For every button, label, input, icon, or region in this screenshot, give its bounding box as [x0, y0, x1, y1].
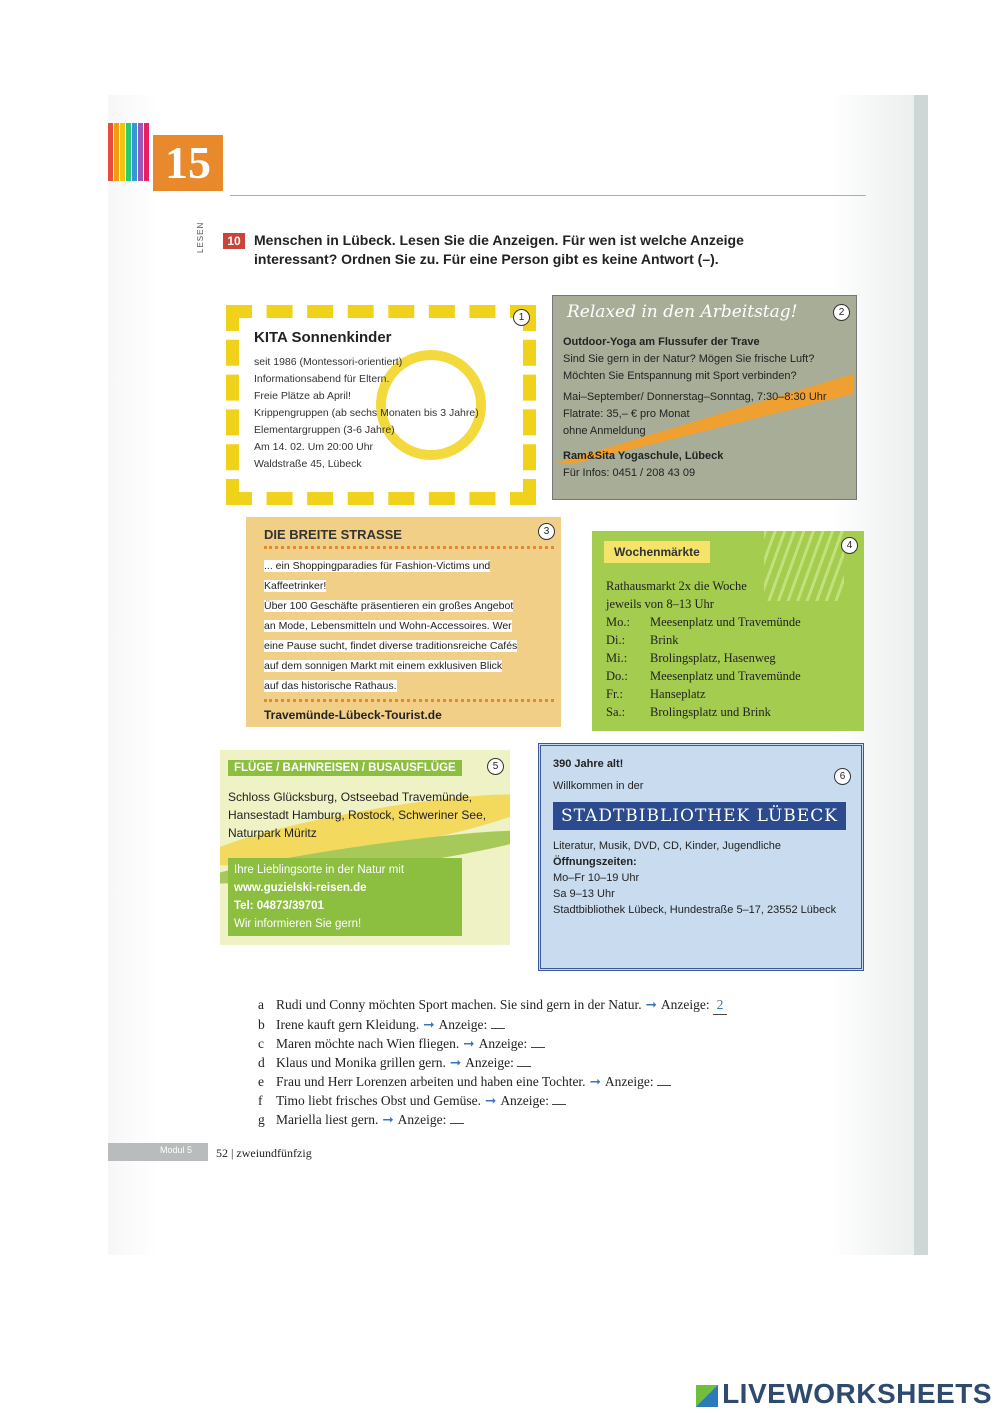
answer-field[interactable]	[491, 1028, 505, 1029]
page-number: 52 | zweiundfünfzig	[216, 1146, 312, 1160]
ad-line: Freie Plätze ab April!	[254, 390, 351, 402]
item-text: Klaus und Monika grillen gern.	[276, 1055, 446, 1070]
ad-title: KITA Sonnenkinder	[254, 329, 392, 346]
ad-line: Rathausmarkt 2x die Woche	[606, 579, 747, 593]
task-instruction: Menschen in Lübeck. Lesen Sie die Anzeigen. Für wen ist welche Anzeige interessant? Ordnen Sie zu. Für eine Person gibt es keine Antwort (–).	[254, 232, 744, 267]
item-text: Frau und Herr Lorenzen arbeiten und haben eine Tochter.	[276, 1074, 586, 1089]
ad-number: 3	[538, 523, 555, 540]
box-website: www.guzielski-reisen.de	[234, 882, 367, 894]
item-text: Timo liebt frisches Obst und Gemüse.	[276, 1093, 481, 1108]
day: Sa.:	[606, 705, 626, 719]
place: Hanseplatz	[650, 687, 706, 701]
ad-title: FLÜGE / BAHNREISEN / BUSAUSFLÜGE	[228, 760, 462, 776]
answer-field[interactable]: 2	[713, 995, 727, 1015]
textbook-page	[108, 95, 928, 1255]
item-letter: c	[258, 1036, 264, 1051]
box-phone: Tel: 04873/39701	[234, 900, 324, 912]
schedule-row	[606, 685, 801, 703]
side-label: LESEN	[196, 221, 205, 253]
ad-welcome: Willkommen in der	[553, 780, 644, 792]
ad-line: Literatur, Musik, DVD, CD, Kinder, Jugendliche	[553, 840, 782, 852]
brand-logo	[696, 1378, 992, 1410]
place: Brolingsplatz, Hasenweg	[650, 651, 776, 665]
ad-line: Krippengruppen (ab sechs Monaten bis 3 Jahre)	[254, 407, 479, 419]
item-letter: d	[258, 1055, 265, 1070]
ad-line: Öffnungszeiten:	[553, 856, 637, 868]
ad-line: Waldstraße 45, Lübeck	[254, 458, 362, 470]
dotted-divider	[264, 699, 554, 702]
contact-box	[228, 858, 462, 936]
ad-line: ... ein Shoppingparadies für Fashion-Victims und	[264, 560, 491, 572]
item-letter: g	[258, 1112, 265, 1127]
schedule-row	[606, 703, 801, 721]
ad-line: Schloss Glücksburg, Ostseebad Travemünde,	[228, 790, 473, 804]
ad-line: auf das historische Rathaus.	[264, 680, 397, 692]
item-text: Irene kauft gern Kleidung.	[276, 1017, 420, 1032]
day: Mo.:	[606, 615, 630, 629]
ad-wochenmaerkte	[592, 531, 864, 731]
ad-reisen	[220, 750, 510, 945]
schedule-row	[606, 667, 801, 685]
library-banner: STADTBIBLIOTHEK LÜBECK	[553, 802, 846, 830]
list-item	[258, 1034, 878, 1053]
schedule-row	[606, 613, 801, 631]
liveworksheets-logo-icon	[696, 1385, 718, 1407]
item-letter: a	[258, 997, 264, 1012]
place: Meesenplatz und Travemünde	[650, 615, 801, 629]
ad-number: 4	[841, 537, 858, 554]
chapter-stripes	[108, 123, 156, 181]
arrow-icon: ➞	[463, 1036, 475, 1051]
ad-number: 5	[487, 758, 504, 775]
ad-headline: Relaxed in den Arbeitstag!	[567, 302, 798, 322]
ad-footer: Travemünde-Lübeck-Tourist.de	[264, 708, 442, 722]
ad-line: Mai–September/ Donnerstag–Sonntag, 7:30–8:30 Uhr	[563, 391, 827, 403]
ad-school: Ram&Sita Yogaschule, Lübeck	[563, 450, 724, 462]
answer-field[interactable]	[552, 1104, 566, 1105]
arrow-icon: ➞	[382, 1112, 394, 1127]
item-label: Anzeige:	[438, 1017, 488, 1032]
schedule-row	[606, 631, 801, 649]
brand-name: LIVEWORKSHEETS	[722, 1378, 992, 1409]
answer-field[interactable]	[657, 1085, 671, 1086]
arrow-icon: ➞	[645, 997, 657, 1012]
ad-line: Sind Sie gern in der Natur? Mögen Sie frische Luft?	[563, 353, 815, 365]
arrow-icon: ➞	[423, 1017, 435, 1032]
day: Mi.:	[606, 651, 628, 665]
ad-kita	[226, 305, 536, 505]
exercise-list	[258, 995, 878, 1129]
item-label: Anzeige:	[478, 1036, 528, 1051]
schedule-row	[606, 649, 801, 667]
item-label: Anzeige:	[397, 1112, 447, 1127]
ad-title: Wochenmärkte	[604, 541, 710, 563]
ad-line: Informationsabend für Eltern.	[254, 373, 390, 385]
module-bar	[108, 1143, 208, 1161]
item-letter: e	[258, 1074, 264, 1089]
item-label: Anzeige:	[604, 1074, 654, 1089]
ad-yoga	[552, 295, 857, 500]
chapter-number: 15	[153, 135, 223, 191]
ad-line: Kaffeetrinker!	[264, 580, 327, 592]
ad-title: DIE BREITE STRASSE	[264, 527, 402, 542]
place: Meesenplatz und Travemünde	[650, 669, 801, 683]
market-schedule	[606, 613, 801, 721]
ad-line: Elementargruppen (3-6 Jahre)	[254, 424, 395, 436]
ad-number: 6	[834, 768, 851, 785]
ad-line: auf dem sonnigen Markt mit einem exklusiven Blick	[264, 660, 503, 672]
ad-line: ohne Anmeldung	[563, 425, 646, 437]
ad-line: Flatrate: 35,– € pro Monat	[563, 408, 690, 420]
item-letter: b	[258, 1017, 265, 1032]
list-item	[258, 1091, 878, 1110]
chapter-rule	[230, 195, 866, 196]
ad-breite-strasse	[246, 517, 561, 727]
ad-title: 390 Jahre alt!	[553, 758, 624, 770]
item-label: Anzeige:	[465, 1055, 514, 1070]
ad-line: Hansestadt Hamburg, Rostock, Schweriner See,	[228, 808, 487, 822]
day: Fr.:	[606, 687, 624, 701]
answer-field[interactable]	[450, 1123, 464, 1124]
answer-field[interactable]	[517, 1066, 531, 1067]
item-label: Anzeige:	[660, 997, 710, 1012]
item-letter: f	[258, 1093, 263, 1108]
ad-line: Mo–Fr 10–19 Uhr	[553, 872, 640, 884]
box-line: Ihre Lieblingsorte in der Natur mit	[234, 864, 405, 876]
ad-line: Sa 9–13 Uhr	[553, 888, 615, 900]
page-edge	[914, 95, 928, 1255]
list-item	[258, 1072, 878, 1091]
place: Brolingsplatz und Brink	[650, 705, 771, 719]
module-label: Modul 5	[160, 1145, 193, 1155]
ad-info: Für Infos: 0451 / 208 43 09	[563, 467, 696, 479]
ad-number: 2	[833, 304, 850, 321]
day: Do.:	[606, 669, 628, 683]
list-item	[258, 1053, 878, 1072]
place: Brink	[650, 633, 679, 647]
arrow-icon: ➞	[589, 1074, 601, 1089]
task-number: 10	[223, 233, 245, 249]
answer-field[interactable]	[531, 1047, 545, 1048]
item-text: Maren möchte nach Wien fliegen.	[276, 1036, 460, 1051]
ad-number: 1	[513, 309, 530, 326]
ad-line: Über 100 Geschäfte präsentieren ein großes Angebot	[264, 600, 514, 612]
ad-subtitle: Outdoor-Yoga am Flussufer der Trave	[563, 336, 760, 348]
ad-line: seit 1986 (Montessori-orientiert)	[254, 356, 403, 368]
box-line: Wir informieren Sie gern!	[234, 918, 362, 930]
arrow-icon: ➞	[485, 1093, 497, 1108]
list-item	[258, 995, 878, 1015]
list-item	[258, 1015, 878, 1034]
ad-line: Naturpark Müritz	[228, 826, 317, 840]
ad-line: an Mode, Lebensmitteln und Wohn-Accessoires. Wer	[264, 620, 512, 632]
dotted-divider	[264, 546, 554, 549]
ad-line: jeweils von 8–13 Uhr	[606, 597, 714, 611]
ad-line: Stadtbibliothek Lübeck, Hundestraße 5–17, 23552 Lübeck	[553, 904, 837, 916]
day: Di.:	[606, 633, 626, 647]
item-text: Mariella liest gern.	[276, 1112, 379, 1127]
ad-line: Am 14. 02. Um 20:00 Uhr	[254, 441, 374, 453]
ad-stadtbibliothek	[538, 743, 864, 971]
arrow-icon: ➞	[449, 1055, 462, 1070]
ad-line: eine Pause sucht, findet diverse traditionsreiche Cafés	[264, 640, 518, 652]
list-item	[258, 1110, 878, 1129]
ad-line: Möchten Sie Entspannung mit Sport verbinden?	[563, 370, 797, 382]
item-label: Anzeige:	[500, 1093, 550, 1108]
item-text: Rudi und Conny möchten Sport machen. Sie sind gern in der Natur.	[276, 997, 642, 1012]
